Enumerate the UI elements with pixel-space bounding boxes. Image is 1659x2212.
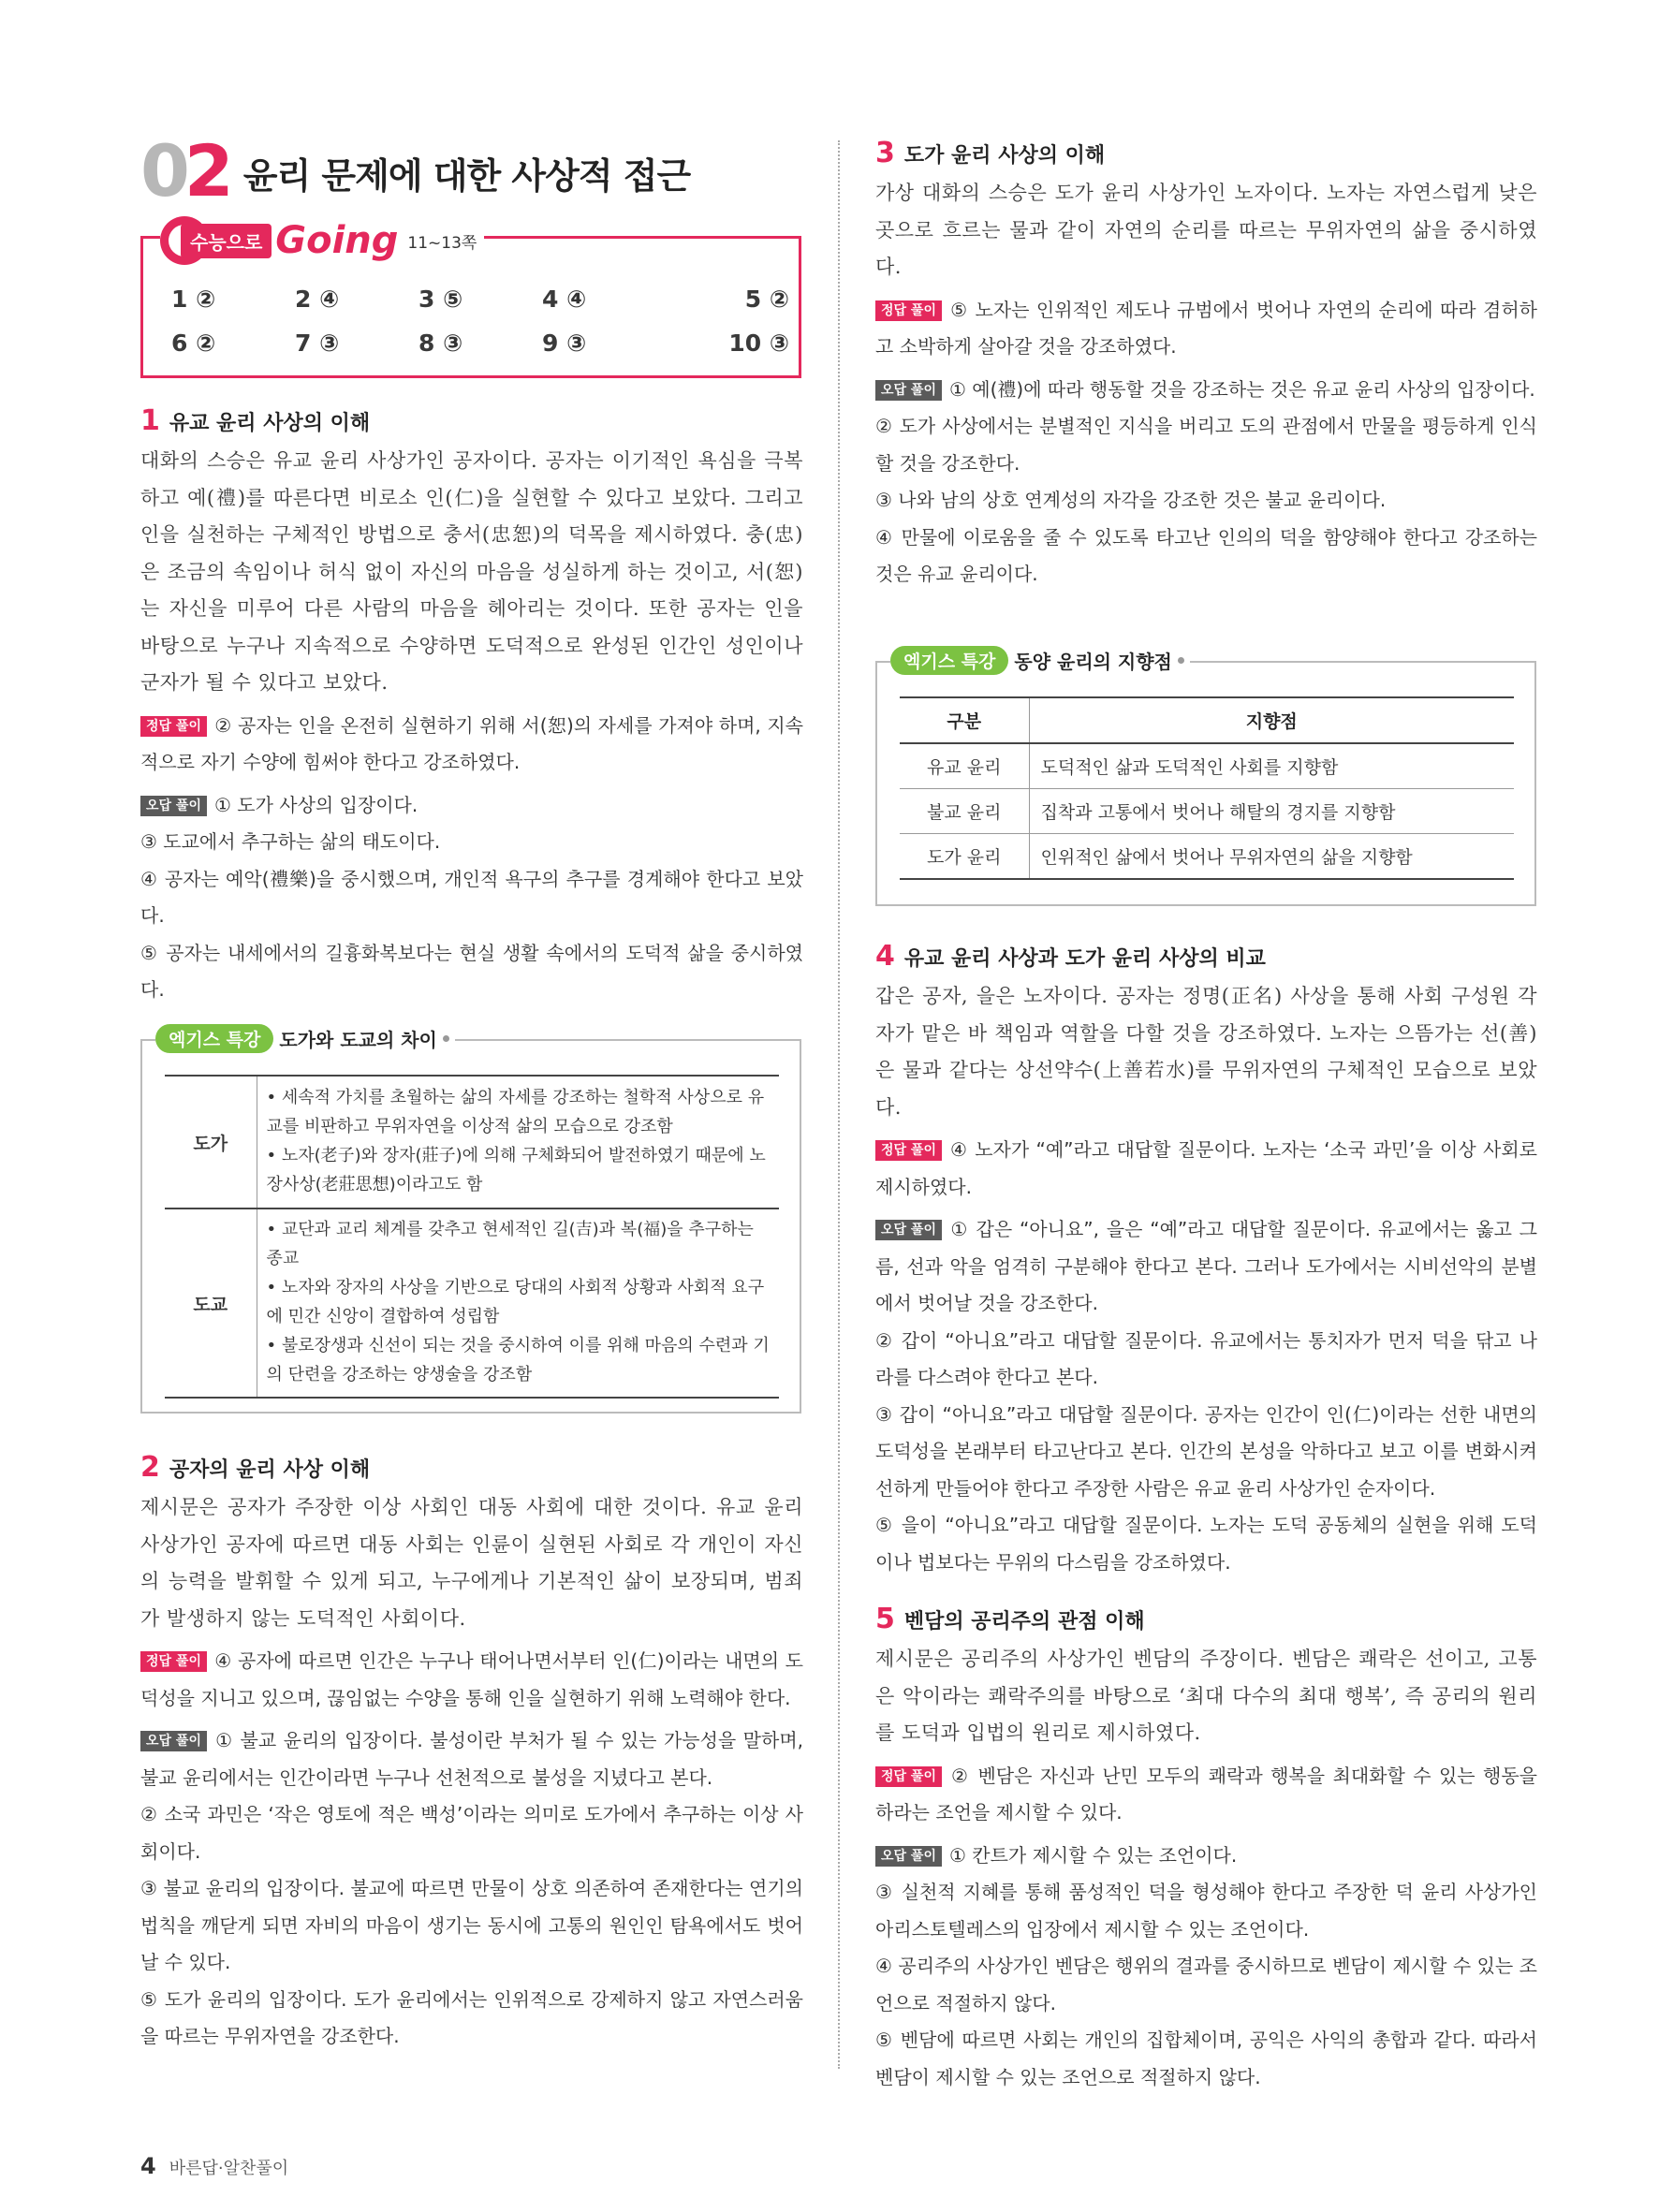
section-body: 갑은 공자, 을은 노자이다. 공자는 정명(正名) 사상을 통해 사회 구성원 각자가 맡은 바 책임과 역할을 다할 것을 강조하였다. 노자는 으뜸가는 선(善)은 물과 같다는 상선약수(上善若水)를 무위자연의 구체적인 모습으로 보았다.: [875, 985, 1537, 1119]
answer-grid: [171, 286, 789, 357]
essence-box-1: [140, 1029, 801, 1414]
wrong-badge: 오답 풀이: [140, 1731, 207, 1751]
row-content: • 교단과 교리 체계를 갖추고 현세적인 길(吉)과 복(福)을 추구하는 종교 • 노자와 장자의 사상을 기반으로 당대의 사회적 상황과 사회적 요구에 민간 신앙이 결합하여 성립함 • 불로장생과 신선이 되는 것을 중시하여 이를 위해 마음의 수련과 기의 단련을 강조하는 양생술을 강조함: [257, 1209, 779, 1398]
footer-text: 바른답·알찬풀이: [169, 2159, 289, 2178]
section-2: [140, 1451, 803, 2056]
box-title: 동양 윤리의 지향점: [1014, 651, 1172, 673]
section-4: [875, 940, 1537, 1581]
wrong-badge: 오답 풀이: [140, 796, 207, 816]
section-3: [875, 137, 1537, 593]
section-title: 공자의 윤리 사상 이해: [169, 1458, 371, 1482]
section-title: 도가 윤리 사상의 이해: [903, 144, 1106, 168]
correct-explanation: 정답 풀이 ⑤ 노자는 인위적인 제도나 규범에서 벗어나 자연의 순리에 따라 겸허하고 소박하게 살아갈 것을 강조하였다.: [875, 298, 1537, 358]
box-tag: [890, 646, 1190, 675]
box-tag: [155, 1024, 455, 1053]
chapter-title: 윤리 문제에 대한 사상적 접근: [242, 155, 691, 197]
wrong-badge: 오답 풀이: [875, 1846, 942, 1867]
dot-icon: [1178, 657, 1184, 664]
section-1: [140, 404, 803, 1009]
wrong-explanation: 오답 풀이 ① 예(禮)에 따라 행동할 것을 강조하는 것은 유교 윤리 사상의 입장이다. ② 도가 사상에서는 분별적인 지식을 버리고 도의 관점에서 만물을 평등하게 인식할 것을 강조한다. ③ 나와 남의 상호 연계성의 자각을 강조한 것은 불교 윤리이다. ④ 만물에 이로움을 줄 수 있도록 타고난 인의의 덕을 함양해야 한다고 강조하는 것은 유교 윤리이다.: [875, 377, 1537, 585]
table-row: [165, 1209, 779, 1398]
row-content: • 세속적 가치를 초월하는 삶의 자세를 강조하는 철학적 사상으로 유교를 비판하고 무위자연을 이상적 삶의 모습으로 강조함 • 노자(老子)와 장자(莊子)에 의해 구체화되어 발전하였기 때문에 노장사상(老莊思想)이라고도 함: [257, 1076, 779, 1209]
section-number: 2: [140, 1451, 160, 1484]
table-row: [165, 1076, 779, 1209]
section-title: 유교 윤리 사상과 도가 윤리 사상의 비교: [903, 947, 1266, 971]
going-label: 수능으로: [181, 224, 272, 258]
column-header: 지향점: [1029, 697, 1514, 743]
chapter-number: 02: [140, 129, 228, 212]
box-tag-pill: 엑기스 특강: [155, 1024, 273, 1053]
answer-item: 4 ④: [542, 286, 587, 313]
page-number: 4: [140, 2153, 156, 2179]
answer-item: 2 ④: [295, 286, 340, 313]
answer-item: 5 ②: [744, 286, 789, 313]
going-pages: 11~13쪽: [407, 233, 477, 253]
answer-item: 1 ②: [171, 286, 216, 313]
section-body: 제시문은 공리주의 사상가인 벤담의 주장이다. 벤담은 쾌락은 선이고, 고통은 악이라는 쾌락주의를 바탕으로 ‘최대 다수의 최대 행복’, 즉 공리의 원리를 도덕과 입법의 원리로 제시하였다.: [875, 1648, 1537, 1744]
wrong-badge: 오답 풀이: [875, 1220, 942, 1240]
correct-explanation: 정답 풀이 ④ 노자가 “예”라고 대답할 질문이다. 노자는 ‘소국 과민’을 이상 사회로 제시하였다.: [875, 1138, 1537, 1198]
wrong-explanation: 오답 풀이 ① 갑은 “아니요”, 을은 “예”라고 대답할 질문이다. 유교에서는 옳고 그름, 선과 악을 엄격히 구분해야 한다고 본다. 그러나 도가에서는 시비선악의 분별에서 벗어날 것을 강조한다. ② 갑이 “아니요”라고 대답할 질문이다. 유교에서는 통치자가 먼저 덕을 닦고 나라를 다스려야 한다고 본다. ③ 갑이 “아니요”라고 대답할 질문이다. 공자는 인간이 인(仁)이라는 선한 내면의 도덕성을 본래부터 타고난다고 본다. 인간의 본성을 악하다고 보고 이를 변화시켜 선하게 만들어야 한다고 주장한 사람은 유교 윤리 사상가인 순자이다. ⑤ 을이 “아니요”라고 대답할 질문이다. 노자는 도덕 공동체의 실현을 위해 도덕이나 법보다는 무위의 다스림을 강조하였다.: [875, 1218, 1537, 1574]
row-label: 도가: [165, 1076, 257, 1209]
table-header-row: [900, 697, 1514, 743]
answer-item: 7 ③: [295, 330, 340, 357]
section-number: 5: [875, 1603, 895, 1635]
going-word: Going: [275, 219, 399, 262]
answer-item: 10 ③: [728, 330, 789, 357]
wrong-badge: 오답 풀이: [875, 380, 942, 401]
box-tag-pill: 엑기스 특강: [890, 646, 1008, 675]
correct-badge: 정답 풀이: [875, 1140, 942, 1161]
chapter-header: [140, 129, 691, 212]
table-row: 불교 윤리 집착과 고통에서 벗어나 해탈의 경지를 지향함: [900, 789, 1514, 834]
correct-badge: 정답 풀이: [875, 1766, 942, 1787]
going-answer-box: [140, 219, 801, 378]
table-row: 유교 윤리 도덕적인 삶과 도덕적인 사회를 지향함: [900, 743, 1514, 789]
section-5: [875, 1603, 1537, 2096]
correct-badge: 정답 풀이: [140, 1651, 207, 1672]
dot-icon: [443, 1035, 449, 1042]
correct-explanation: 정답 풀이 ② 벤담은 자신과 난민 모두의 쾌락과 행복을 최대화할 수 있는 행동을 하라는 조언을 제시할 수 있다.: [875, 1764, 1537, 1824]
column-divider: [838, 140, 840, 2069]
correct-explanation: 정답 풀이 ② 공자는 인을 온전히 실현하기 위해 서(恕)의 자세를 가져야 하며, 지속적으로 자기 수양에 힘써야 한다고 강조하였다.: [140, 713, 803, 773]
column-header: 구분: [900, 697, 1029, 743]
box-title: 도가와 도교의 차이: [279, 1029, 437, 1051]
correct-badge: 정답 풀이: [875, 300, 942, 321]
answer-item: 8 ③: [418, 330, 463, 357]
section-title: 유교 윤리 사상의 이해: [169, 412, 371, 435]
wrong-explanation: 오답 풀이 ① 칸트가 제시할 수 있는 조언이다. ③ 실천적 지혜를 통해 품성적인 덕을 형성해야 한다고 주장한 덕 윤리 사상가인 아리스토텔레스의 입장에서 제시할 수 있는 조언이다. ④ 공리주의 사상가인 벤담은 행위의 결과를 중시하므로 벤담이 제시할 수 있는 조언으로 적절하지 않다. ⑤ 벤담에 따르면 사회는 개인의 집합체이며, 공익은 사익의 총합과 같다. 따라서 벤담이 제시할 수 있는 조언으로 적절하지 않다.: [875, 1843, 1537, 2088]
daoism-table: [165, 1075, 779, 1399]
correct-explanation: 정답 풀이 ④ 공자에 따르면 인간은 누구나 태어나면서부터 인(仁)이라는 내면의 도덕성을 지니고 있으며, 끊임없는 수양을 통해 인을 실현하기 위해 노력해야 한다.: [140, 1649, 803, 1709]
section-number: 3: [875, 137, 895, 169]
page-footer: [140, 2153, 288, 2179]
section-body: 제시문은 공자가 주장한 이상 사회인 대동 사회에 대한 것이다. 유교 윤리 사상가인 공자에 따르면 대동 사회는 인륜이 실현된 사회로 각 개인이 자신의 능력을 발휘할 수 있게 되고, 누구에게나 기본적인 삶이 보장되며, 범죄가 발생하지 않는 도덕적인 사회이다.: [140, 1496, 803, 1630]
going-tag: [160, 216, 484, 265]
answer-item: 3 ⑤: [418, 286, 463, 313]
section-number: 1: [140, 404, 160, 437]
answer-item: 9 ③: [542, 330, 587, 357]
essence-box-2: [875, 651, 1536, 906]
section-body: 대화의 스승은 유교 윤리 사상가인 공자이다. 공자는 이기적인 욕심을 극복하고 예(禮)를 따른다면 비로소 인(仁)을 실현할 수 있다고 보았다. 그리고 인을 실천하는 구체적인 방법으로 충서(忠恕)의 덕목을 제시하였다. 충(忠)은 조금의 속임이나 허식 없이 자신의 마음을 성실하게 하는 것이고, 서(恕)는 자신을 미루어 다른 사람의 마음을 헤아리는 것이다. 또한 공자는 인을 바탕으로 누구나 지속적으로 수양하면 도덕적으로 완성된 인간인 성인이나 군자가 될 수 있다고 보았다.: [140, 449, 803, 694]
section-number: 4: [875, 940, 895, 973]
row-label: 도교: [165, 1209, 257, 1398]
section-body: 가상 대화의 스승은 도가 윤리 사상가인 노자이다. 노자는 자연스럽게 낮은 곳으로 흐르는 물과 같이 자연의 순리를 따르는 무위자연의 삶을 중시하였다.: [875, 182, 1537, 278]
section-title: 벤담의 공리주의 관점 이해: [903, 1610, 1145, 1633]
wrong-explanation: 오답 풀이 ① 불교 윤리의 입장이다. 불성이란 부처가 될 수 있는 가능성을 말하며, 불교 윤리에서는 인간이라면 누구나 선천적으로 불성을 지녔다고 본다. ② 소국 과민은 ‘작은 영토에 적은 백성’이라는 의미로 도가에서 추구하는 이상 사회이다. ③ 불교 윤리의 입장이다. 불교에 따르면 만물이 상호 의존하여 존재한다는 연기의 법칙을 깨닫게 되면 자비의 마음이 생기는 동시에 고통의 원인인 탐욕에서도 벗어날 수 있다. ⑤ 도가 윤리의 입장이다. 도가 윤리에서는 인위적으로 강제하지 않고 자연스러움을 따르는 무위자연을 강조한다.: [140, 1729, 803, 2047]
wrong-explanation: 오답 풀이 ① 도가 사상의 입장이다. ③ 도교에서 추구하는 삶의 태도이다. ④ 공자는 예악(禮樂)을 중시했으며, 개인적 욕구의 추구를 경계해야 한다고 보았다. ⑤ 공자는 내세에서의 길흉화복보다는 현실 생활 속에서의 도덕적 삶을 중시하였다.: [140, 793, 803, 1001]
ethics-goal-table: [900, 696, 1514, 880]
answer-item: 6 ②: [171, 330, 216, 357]
correct-badge: 정답 풀이: [140, 716, 207, 737]
table-row: 도가 윤리 인위적인 삶에서 벗어나 무위자연의 삶을 지향함: [900, 834, 1514, 880]
